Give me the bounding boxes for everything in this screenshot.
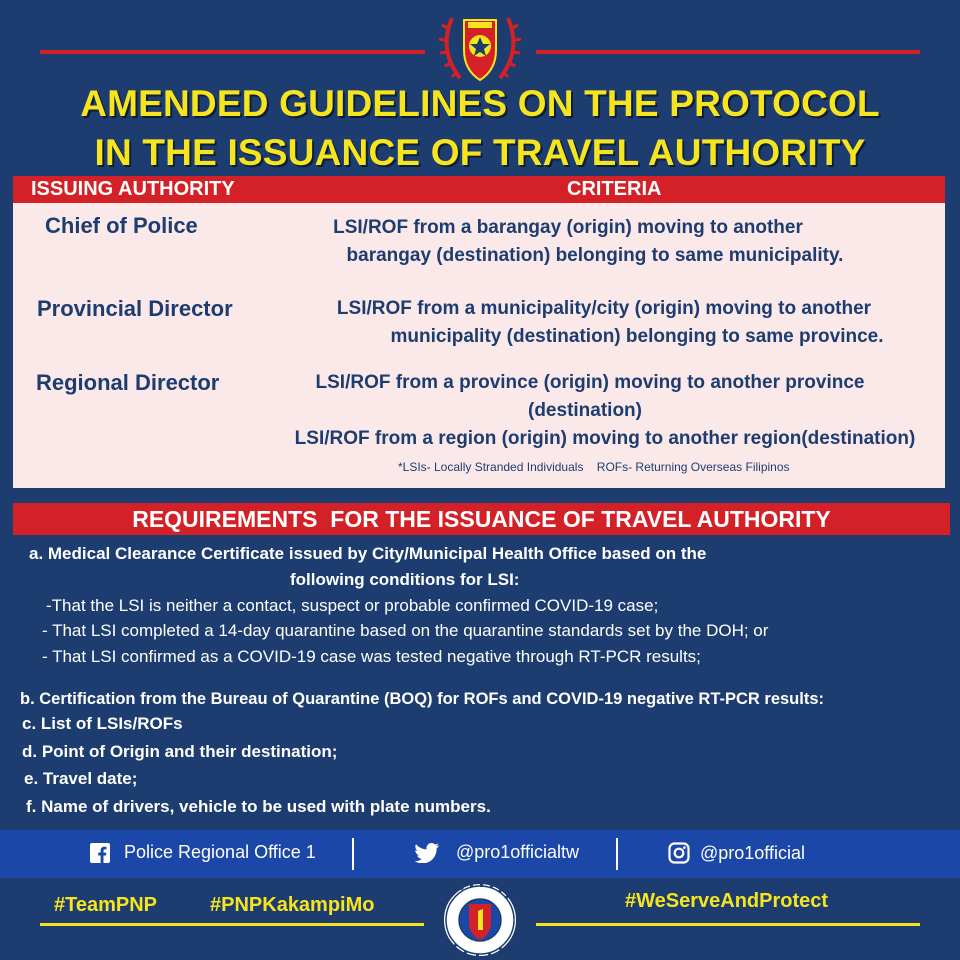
- twitter-label: @pro1officialtw: [456, 842, 579, 862]
- requirement-a-sub1: -That the LSI is neither a contact, suspect or probable confirmed COVID-19 case;: [46, 596, 659, 615]
- facebook-link[interactable]: [90, 842, 316, 863]
- instagram-icon: [668, 842, 690, 864]
- page-title-line2: IN THE ISSUANCE OF TRAVEL AUTHORITY: [94, 132, 866, 173]
- criteria-line: LSI/ROF from a province (origin) moving to another province: [315, 372, 865, 393]
- requirement-d: d. Point of Origin and their destination;: [22, 742, 338, 761]
- criteria-line: LSI/ROF from a region (origin) moving to another region(destination): [294, 428, 916, 449]
- authority-chief-of-police: Chief of Police: [45, 213, 198, 238]
- criteria-provincial: [270, 295, 950, 351]
- header-rule-left: [40, 50, 425, 54]
- requirement-f: f. Name of drivers, vehicle to be used with plate numbers.: [26, 797, 491, 816]
- facebook-label: Police Regional Office 1: [124, 842, 316, 862]
- twitter-link[interactable]: [414, 842, 579, 863]
- hashtag-weserveandprotect: #WeServeAndProtect: [625, 890, 829, 912]
- footnote: *LSIs- Locally Stranded Individuals ROFs- Returning Overseas Filipinos: [398, 460, 790, 474]
- criteria-header-bar: [13, 176, 945, 203]
- requirements-title: REQUIREMENTS FOR THE ISSUANCE OF TRAVEL AUTHORITY: [13, 503, 950, 535]
- pnp-seal-icon: [430, 6, 530, 92]
- requirement-a-cont: following conditions for LSI:: [290, 570, 520, 589]
- requirement-a-sub3: - That LSI confirmed as a COVID-19 case was tested negative through RT-PCR results;: [42, 647, 701, 666]
- requirement-a-sub2: - That LSI completed a 14-day quarantine based on the quarantine standards set by the DOH; or: [42, 621, 769, 640]
- col-issuing-authority: ISSUING AUTHORITY: [31, 178, 235, 200]
- hashtag-underline-right: [536, 923, 920, 926]
- col-criteria: CRITERIA: [567, 178, 662, 200]
- hashtag-teampnp: #TeamPNP: [54, 894, 158, 916]
- criteria-line: LSI/ROF from a barangay (origin) moving to another: [333, 217, 803, 238]
- header-rule-right: [536, 50, 920, 54]
- social-bar: [0, 830, 960, 878]
- requirement-c: c. List of LSIs/ROFs: [22, 714, 183, 733]
- requirement-e: e. Travel date;: [24, 769, 138, 788]
- social-divider: [352, 838, 354, 870]
- authority-regional-director: Regional Director: [36, 370, 220, 395]
- criteria-line: municipality (destination) belonging to same province.: [390, 326, 884, 347]
- criteria-chief: [270, 214, 920, 270]
- facebook-icon: [90, 843, 110, 863]
- criteria-line: (destination): [528, 400, 642, 421]
- criteria-regional: [260, 369, 950, 453]
- authority-provincial-director: Provincial Director: [37, 296, 233, 321]
- criteria-line: LSI/ROF from a municipality/city (origin) moving to another: [336, 298, 872, 319]
- page-title-line1: AMENDED GUIDELINES ON THE PROTOCOL: [80, 83, 880, 124]
- instagram-link[interactable]: [668, 842, 805, 864]
- social-divider: [616, 838, 618, 870]
- pro1-seal-icon: [438, 880, 522, 960]
- requirement-a: a. Medical Clearance Certificate issued by City/Municipal Health Office based on the: [29, 544, 707, 563]
- instagram-label: @pro1official: [700, 842, 805, 863]
- twitter-icon: [414, 843, 440, 863]
- hashtag-pnpkakampimo: #PNPKakampiMo: [210, 894, 375, 916]
- hashtag-underline-left: [40, 923, 424, 926]
- criteria-line: barangay (destination) belonging to same municipality.: [346, 245, 844, 266]
- requirement-b: b. Certification from the Bureau of Quarantine (BOQ) for ROFs and COVID-19 negative RT-PCR results:: [20, 690, 825, 708]
